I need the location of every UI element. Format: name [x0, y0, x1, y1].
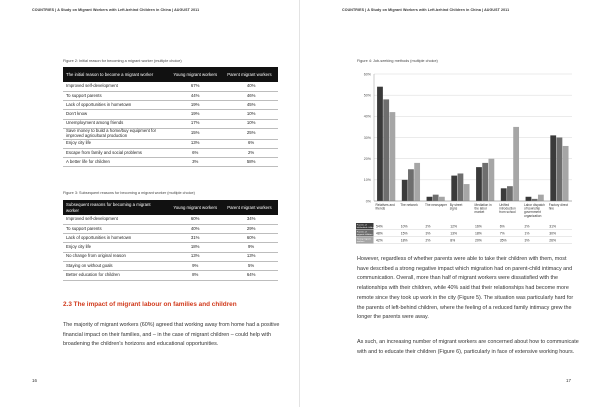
- bar: [433, 195, 439, 201]
- category-label: The newspaper: [425, 203, 447, 207]
- series-name: Parents of left-behind children: [356, 224, 376, 230]
- left-body-paragraph: The majority of migrant workers (60%) agreed that working away from home had a positive financial impact on their families, and – in the case of migrant children – could help with broadening the children's horizons and educational opportunities.: [63, 322, 280, 348]
- y-tick-label: 0%: [365, 199, 371, 204]
- row-label: Improved self-development: [63, 82, 166, 91]
- category-label: Mediation in the labor market: [474, 203, 492, 215]
- table-row: [63, 234, 278, 243]
- bar: [427, 197, 433, 201]
- young-value: 15%: [166, 128, 224, 139]
- young-value: 9%: [166, 261, 224, 270]
- row-label: To support parents: [63, 224, 166, 233]
- row-label: Escape from family and social problems: [63, 148, 166, 157]
- y-tick-label: 40%: [363, 114, 371, 119]
- data-value-label: 3%: [425, 231, 431, 236]
- data-value-label: 42%: [376, 238, 383, 243]
- parent-value: 34%: [224, 215, 278, 224]
- parent-value: 58%: [224, 158, 278, 167]
- figure2-header-young: Young migrant workers: [166, 67, 224, 82]
- data-value-label: 30%: [549, 231, 557, 236]
- bar: [402, 180, 408, 201]
- data-value-label: 7%: [499, 231, 505, 236]
- bar: [557, 138, 563, 202]
- left-running-header: COUNTRIES | A Study on Migrant Workers with Left-behind Children in China | AUGUST 2011: [32, 8, 200, 12]
- parent-value: 40%: [224, 82, 278, 91]
- parent-value: 46%: [224, 91, 278, 100]
- parent-value: 64%: [224, 271, 278, 280]
- young-value: 19%: [166, 110, 224, 119]
- young-value: 44%: [166, 91, 224, 100]
- y-tick-label: 50%: [363, 93, 371, 98]
- row-label: Enjoy city life: [63, 243, 166, 252]
- right-body-paragraph-1: However, regardless of whether parents were able to take their children with them, most have described a strong negative impact which migration had on parent-child intimacy and communication. Overall, more than half of migrant workers were dissatisfied with the relationships with their children, while 40% said that their relationships had become more remote since they took up work in the city (Figure 5). The situation was particularly hard for the parents of left-behind children, where the feeling of a reduced family intimacy grew the longer the parents were away.: [357, 256, 574, 321]
- row-label: Unemployment among friends: [63, 119, 166, 128]
- table-row: [63, 215, 278, 224]
- bar: [538, 195, 544, 201]
- series-name: Young migrant workers: [356, 238, 371, 244]
- right-page: [300, 0, 600, 407]
- parent-value: 45%: [224, 101, 278, 110]
- bar: [377, 87, 383, 201]
- young-value: 13%: [166, 139, 224, 148]
- figure2-caption: Figure 2: Initial reason for becoming a migrant worker (multiple choice): [63, 59, 182, 63]
- bar: [513, 127, 519, 201]
- row-label: Staying on without goals: [63, 261, 166, 270]
- table-row: [63, 261, 278, 270]
- figure4-caption: Figure 4: Job-seeking methods (multiple choice): [357, 59, 438, 63]
- data-value-label: 2%: [524, 224, 530, 229]
- data-value-label: 18%: [475, 231, 482, 236]
- bar: [488, 159, 494, 201]
- young-value: 17%: [166, 119, 224, 128]
- data-value-label: 3%: [524, 238, 530, 243]
- bar: [464, 184, 470, 201]
- table-row: [63, 101, 278, 110]
- young-value: 60%: [166, 215, 224, 224]
- young-value: 6%: [166, 148, 224, 157]
- data-value-label: 18%: [400, 238, 408, 243]
- bar: [507, 186, 513, 201]
- bar: [439, 197, 445, 201]
- category-label: Factory direct hire: [548, 203, 569, 211]
- data-value-label: 31%: [549, 224, 557, 229]
- bar: [563, 146, 569, 201]
- section-title: 2.3 The impact of migrant labour on families and children: [63, 301, 237, 308]
- parent-value: 2%: [224, 148, 278, 157]
- table-row: [63, 82, 278, 91]
- row-label: Lack of opportunities in hometown: [63, 101, 166, 110]
- bar: [526, 197, 532, 201]
- young-value: 8%: [166, 271, 224, 280]
- y-tick-label: 60%: [363, 72, 371, 77]
- figure2-header-parent: Parent migrant workers: [224, 67, 278, 82]
- young-value: 31%: [166, 234, 224, 243]
- data-value-label: 35%: [499, 238, 507, 243]
- young-value: 13%: [166, 252, 224, 261]
- row-label: Improved self-development: [63, 215, 166, 224]
- row-label: Lack of opportunities in hometown: [63, 234, 166, 243]
- data-value-label: 26%: [549, 238, 557, 243]
- row-label: Better education for children: [63, 271, 166, 280]
- bar: [550, 135, 556, 201]
- y-tick-label: 30%: [363, 135, 371, 140]
- data-value-label: 54%: [376, 224, 383, 229]
- parent-value: 13%: [224, 252, 278, 261]
- row-label: No change from original reason: [63, 252, 166, 261]
- series-name: Parents of migrant children: [356, 231, 373, 237]
- figure2-header-reason: The initial reason to become a migrant worker: [63, 67, 166, 82]
- data-value-label: 6%: [499, 224, 505, 229]
- parent-value: 10%: [224, 110, 278, 119]
- figure4-chart: [356, 66, 576, 251]
- table-row: [63, 139, 278, 148]
- bar: [482, 163, 488, 201]
- category-label: By street signs: [449, 203, 463, 211]
- figure3-table: [63, 200, 278, 281]
- parent-value: 25%: [224, 128, 278, 139]
- y-tick-label: 10%: [363, 178, 371, 183]
- data-value-label: 2%: [425, 224, 431, 229]
- row-label: Save money to build a home/buy equipment for improved agricultural production: [63, 128, 166, 139]
- parent-value: 9%: [224, 243, 278, 252]
- young-value: 40%: [166, 224, 224, 233]
- bar: [408, 169, 414, 201]
- data-value-label: 16%: [475, 224, 482, 229]
- table-row: [63, 110, 278, 119]
- bar: [389, 112, 395, 201]
- data-value-label: 10%: [400, 224, 408, 229]
- data-value-label: 15%: [400, 231, 408, 236]
- figure3-body: [63, 215, 278, 280]
- right-running-header: COUNTRIES | A Study on Migrant Workers with Left-behind Children in China | AUGUST 2011: [342, 8, 510, 12]
- parent-value: 10%: [224, 119, 278, 128]
- bar: [532, 199, 538, 201]
- bar: [458, 173, 464, 201]
- category-label: The network: [400, 203, 418, 207]
- y-tick-label: 20%: [363, 156, 371, 161]
- parent-value: 5%: [224, 261, 278, 270]
- parent-value: 29%: [224, 224, 278, 233]
- bar: [476, 167, 482, 201]
- table-row: [63, 128, 278, 139]
- figure3-header-reason: Subsequent reasons for becoming a migrant worker: [63, 200, 166, 215]
- bar: [414, 163, 420, 201]
- data-value-label: 12%: [450, 224, 458, 229]
- figure3-header-young: Young migrant workers: [166, 200, 224, 215]
- bar: [501, 188, 507, 201]
- figure3-caption: Figure 3: Subsequent reasons for becoming a migrant worker (multiple choice): [63, 191, 195, 195]
- table-row: [63, 252, 278, 261]
- parent-value: 6%: [224, 139, 278, 148]
- bar: [451, 176, 457, 201]
- row-label: Don't know: [63, 110, 166, 119]
- bar: [383, 99, 389, 201]
- data-value-label: 20%: [475, 238, 482, 243]
- right-body-paragraph-2: As such, an increasing number of migrant workers are concerned about how to communicate with and to educate their children (Figure 6), particularly in face of extensive working hours.: [357, 339, 579, 355]
- data-value-label: 48%: [376, 231, 383, 236]
- right-page-number: 17: [566, 378, 572, 383]
- row-label: Enjoy city life: [63, 139, 166, 148]
- category-label: Unified introduction from school: [499, 203, 516, 215]
- row-label: To support parents: [63, 91, 166, 100]
- young-value: 3%: [166, 158, 224, 167]
- category-label: Labor dispatch of township government organization: [524, 203, 545, 218]
- data-value-label: 8%: [450, 238, 456, 243]
- data-value-label: 2%: [425, 238, 431, 243]
- young-value: 67%: [166, 82, 224, 91]
- young-value: 18%: [166, 243, 224, 252]
- table-row: [63, 91, 278, 100]
- table-row: [63, 158, 278, 167]
- data-value-label: 1%: [524, 231, 530, 236]
- figure2-body: [63, 82, 278, 167]
- data-value-label: 13%: [450, 231, 458, 236]
- young-value: 19%: [166, 101, 224, 110]
- figure2-table: [63, 67, 278, 167]
- row-label: A better life for children: [63, 158, 166, 167]
- left-page-number: 16: [32, 378, 38, 383]
- figure3-header-parent: Parent migrant workers: [224, 200, 278, 215]
- table-row: [63, 271, 278, 280]
- table-row: [63, 243, 278, 252]
- table-row: [63, 148, 278, 157]
- table-row: [63, 224, 278, 233]
- category-label: Relatives and friends: [375, 203, 395, 211]
- parent-value: 60%: [224, 234, 278, 243]
